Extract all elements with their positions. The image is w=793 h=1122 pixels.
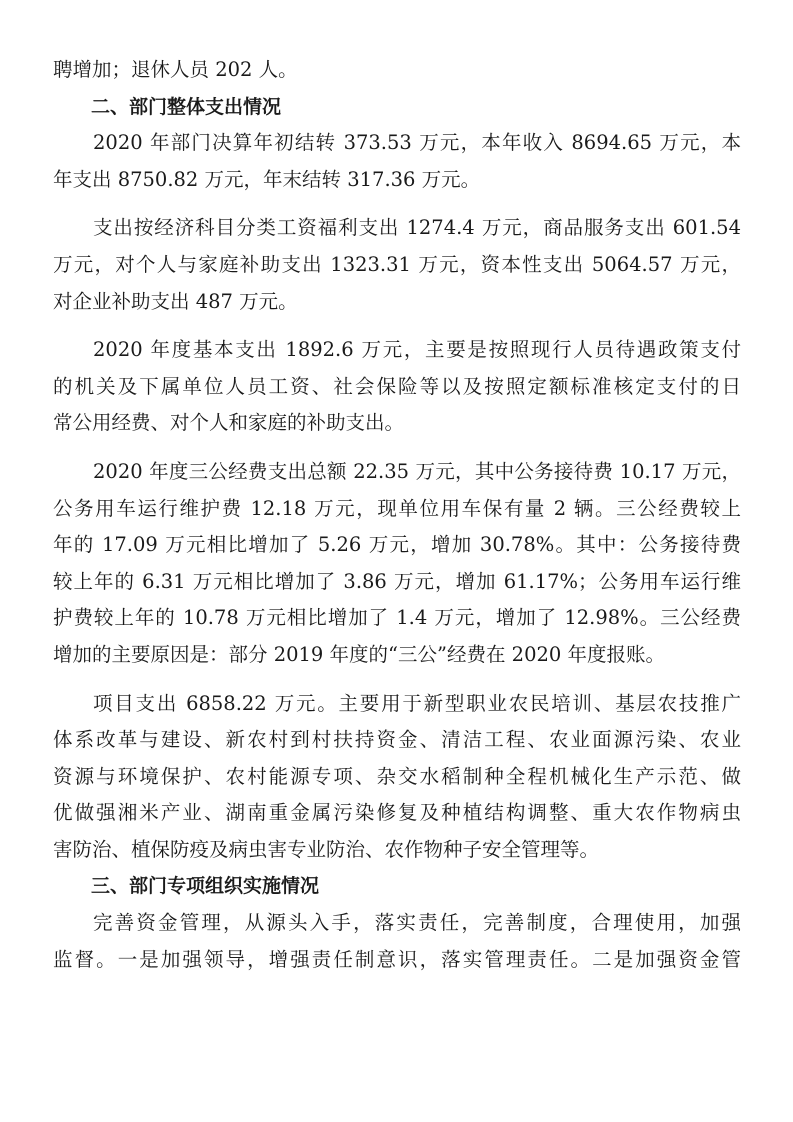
paragraph-line: 害防治、植保防疫及病虫害专业防治、农作物种子安全管理等。: [53, 837, 600, 861]
paragraph-line: 万元，对个人与家庭补助支出 1323.31 万元，资本性支出 5064.57 万元，: [53, 252, 741, 276]
document-page: [53, 52, 741, 978]
paragraph-line: 年支出 8750.82 万元，年末结转 317.36 万元。: [53, 167, 481, 191]
paragraph-three-public-expenses: [53, 454, 741, 674]
paragraph-carryover: [53, 125, 741, 198]
paragraph-line: 2020 年度基本支出 1892.6 万元，主要是按照现行人员待遇政策支付: [93, 338, 741, 362]
paragraph-line: 监督。一是加强领导，增强责任制意识，落实管理责任。二是加强资金管: [53, 947, 741, 971]
paragraph-fund-management: [53, 905, 741, 978]
paragraph-line: 对企业补助支出 487 万元。: [53, 289, 298, 313]
paragraph-line: 资源与环境保护、农村能源专项、杂交水稻制种全程机械化生产示范、做: [53, 764, 741, 788]
paragraph-line: 增加的主要原因是：部分 2019 年度的“三公”经费在 2020 年度报账。: [53, 642, 665, 666]
paragraph-line: 支出按经济科目分类工资福利支出 1274.4 万元，商品服务支出 601.54: [93, 216, 741, 240]
paragraph-line: 公务用车运行维护费 12.18 万元，现单位用车保有量 2 辆。三公经费较上: [53, 496, 741, 520]
paragraph-line: 优做强湘米产业、湖南重金属污染修复及种植结构调整、重大农作物病虫: [53, 801, 741, 825]
paragraph-economic-classification: [53, 210, 741, 320]
paragraph-line: 年的 17.09 万元相比增加了 5.26 万元，增加 30.78%。其中：公务接待费: [53, 533, 741, 557]
paragraph-project-expenditure: [53, 686, 741, 869]
intro-tail-line: 聘增加；退休人员 202 人。: [53, 58, 298, 81]
paragraph-line: 项目支出 6858.22 万元。主要用于新型职业农民培训、基层农技推广: [93, 691, 741, 715]
section-heading-special-projects: 三、部门专项组织实施情况: [91, 875, 320, 898]
section-heading-overall-expenditure: 二、部门整体支出情况: [91, 95, 282, 118]
paragraph-line: 2020 年度三公经费支出总额 22.35 万元，其中公务接待费 10.17 万元，: [93, 459, 741, 483]
paragraph-basic-expenditure: [53, 332, 741, 442]
paragraph-line: 完善资金管理，从源头入手，落实责任，完善制度，合理使用，加强: [93, 911, 741, 935]
paragraph-line: 常公用经费、对个人和家庭的补助支出。: [53, 411, 405, 435]
paragraph-line: 2020 年部门决算年初结转 373.53 万元，本年收入 8694.65 万元，本: [93, 131, 741, 155]
paragraph-line: 的机关及下属单位人员工资、社会保险等以及按照定额标准核定支付的日: [53, 374, 741, 398]
paragraph-line: 护费较上年的 10.78 万元相比增加了 1.4 万元，增加了 12.98%。三公经费: [53, 606, 741, 630]
paragraph-line: 较上年的 6.31 万元相比增加了 3.86 万元，增加 61.17%；公务用车运行维: [53, 569, 741, 593]
paragraph-line: 体系改革与建设、新农村到村扶持资金、清洁工程、农业面源污染、农业: [53, 728, 741, 752]
